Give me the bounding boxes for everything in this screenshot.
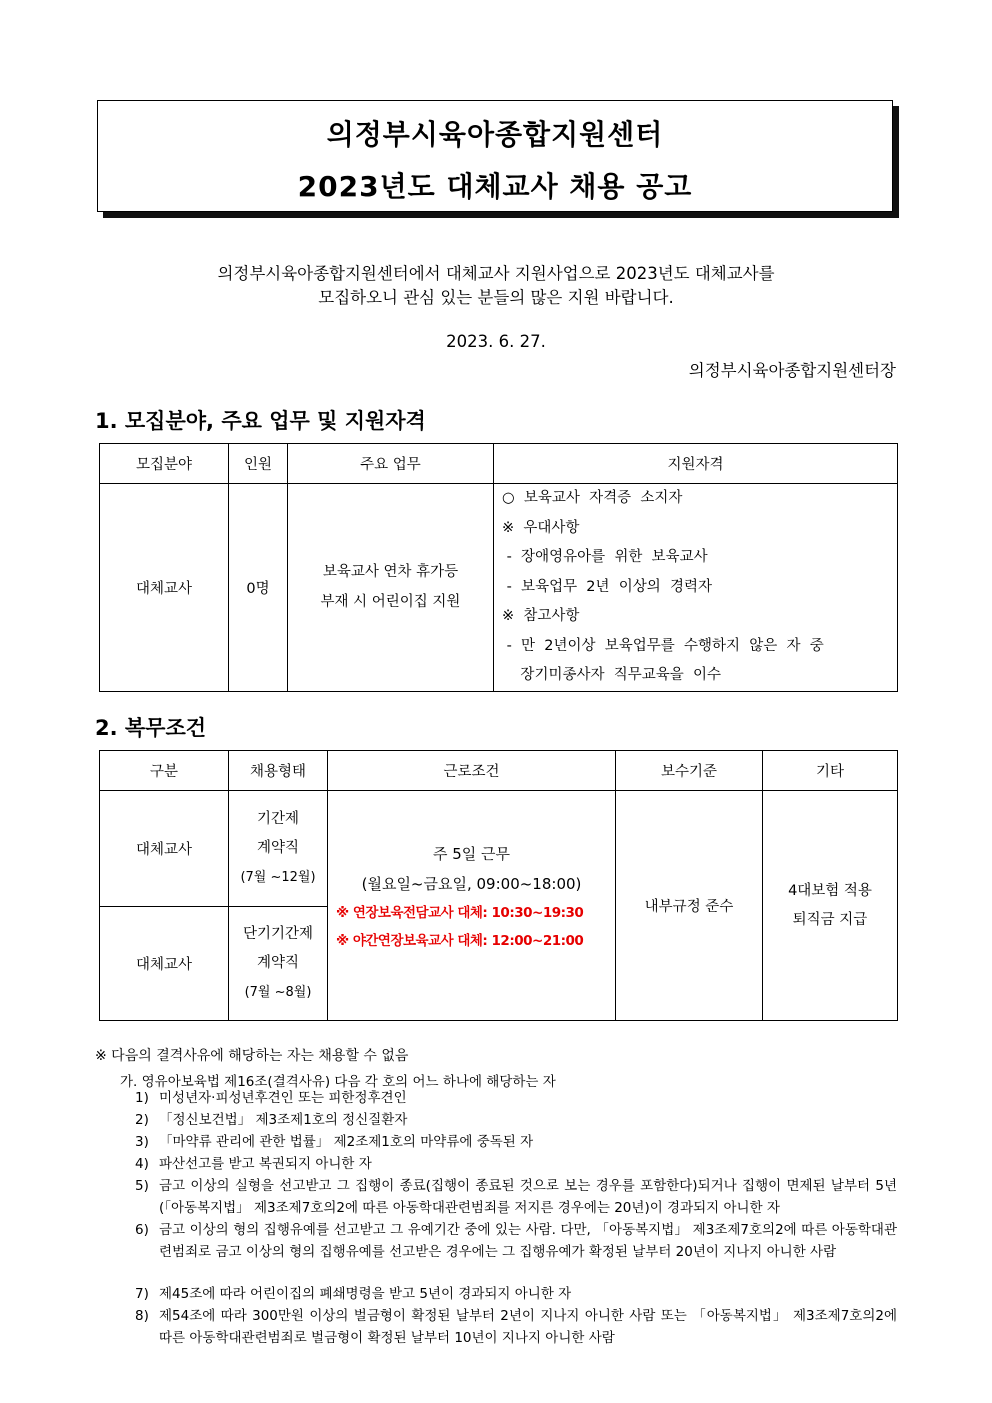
title-box bbox=[97, 100, 893, 212]
list-item bbox=[135, 1176, 897, 1220]
item-text: 파산선고를 받고 복권되지 아니한 자 bbox=[159, 1156, 372, 1172]
title-line-1: 의정부시육아종합지원센터 bbox=[326, 118, 664, 151]
work-days: 주 5일 근무 bbox=[432, 844, 511, 863]
work-note-night: ※ 야간연장보육교사 대체: 12:00~21:00 bbox=[336, 932, 584, 949]
etc-line: 퇴직금 지급 bbox=[792, 911, 868, 928]
type-cell bbox=[229, 907, 328, 1021]
type-line: 단기기간제 bbox=[242, 926, 314, 942]
duty-cell bbox=[288, 484, 494, 692]
list-item bbox=[135, 1306, 897, 1350]
qual-line: - 보육업무 2년 이상의 경력자 bbox=[502, 578, 713, 595]
disqualification-sub: 가. 영유아보육법 제16조(결격사유) 다음 각 호의 어느 하나에 해당하는 자 bbox=[120, 1074, 556, 1090]
header-etc: 기타 bbox=[763, 751, 898, 791]
duty-line-1: 보육교사 연차 휴가등 bbox=[322, 564, 459, 581]
type-period: (7월 ~12월) bbox=[240, 870, 316, 885]
qual-line: ※ 우대사항 bbox=[502, 519, 580, 536]
issuer: 의정부시육아종합지원센터장 bbox=[688, 361, 896, 380]
qual-line: 장기미종사자 직무교육을 이수 bbox=[502, 667, 721, 683]
header-field: 모집분야 bbox=[100, 444, 229, 484]
disqualification-heading: ※ 다음의 결격사유에 해당하는 자는 채용할 수 없음 bbox=[95, 1048, 409, 1064]
type-line: 계약직 bbox=[256, 955, 300, 971]
duty-line-2: 부재 시 어린이집 지원 bbox=[320, 594, 461, 611]
list-item bbox=[135, 1284, 897, 1306]
list-item bbox=[135, 1132, 897, 1154]
etc-line: 4대보험 적용 bbox=[788, 882, 872, 899]
work-hours: (월요일~금요일, 09:00~18:00) bbox=[361, 874, 582, 893]
intro-line-1: 의정부시육아종합지원센터에서 대체교사 지원사업으로 2023년도 대체교사를 bbox=[217, 264, 775, 283]
category-cell: 대체교사 bbox=[100, 907, 229, 1021]
header-type: 채용형태 bbox=[229, 751, 328, 791]
item-number: 2) bbox=[135, 1112, 149, 1128]
item-text: 금고 이상의 형의 집행유예를 선고받고 그 유예기간 중에 있는 사람. 다만, 「아동복지법」 제3조제7호의2에 따른 아동학대관련범죄로 금고 이상의 형의 집행유예를 선고받은 경우에는 그 집행유예가 확정된 날부터 20년이 지나지 아니한 사람 bbox=[159, 1222, 897, 1260]
recruitment-table bbox=[99, 443, 898, 692]
item-text: 「마약류 관리에 관한 법률」 제2조제1호의 마약류에 중독된 자 bbox=[159, 1134, 534, 1150]
list-item bbox=[135, 1220, 897, 1286]
conditions-table bbox=[99, 750, 898, 1021]
item-text: 제45조에 따라 어린이집의 폐쇄명령을 받고 5년이 경과되지 아니한 자 bbox=[159, 1286, 572, 1302]
item-number: 1) bbox=[135, 1090, 149, 1106]
item-number: 7) bbox=[135, 1286, 149, 1302]
count-cell: 0명 bbox=[229, 484, 288, 692]
pay-cell: 내부규정 준수 bbox=[616, 791, 763, 1021]
title-line-2: 2023년도 대체교사 채용 공고 bbox=[297, 170, 693, 203]
qual-line: ※ 참고사항 bbox=[502, 608, 580, 624]
type-cell bbox=[229, 791, 328, 907]
intro-line-2: 모집하오니 관심 있는 분들의 많은 지원 바랍니다. bbox=[318, 288, 674, 307]
header-category: 구분 bbox=[100, 751, 229, 791]
qualification-cell bbox=[494, 484, 898, 692]
qual-line: ○ 보육교사 자격증 소지자 bbox=[502, 490, 683, 506]
header-pay: 보수기준 bbox=[616, 751, 763, 791]
item-number: 4) bbox=[135, 1156, 149, 1172]
item-number: 8) bbox=[135, 1308, 149, 1324]
field-cell: 대체교사 bbox=[100, 484, 229, 692]
item-text: 「정신보건법」 제3조제1호의 정신질환자 bbox=[159, 1112, 408, 1128]
type-line: 계약직 bbox=[256, 840, 300, 856]
item-text: 제54조에 따라 300만원 이상의 벌금형이 확정된 날부터 2년이 지나지 아니한 사람 또는 「아동복지법」 제3조제7호의2에 따른 아동학대관련범죄로 벌금형이 확정된 날부터 10년이 지나지 아니한 사람 bbox=[159, 1308, 897, 1346]
list-item bbox=[135, 1110, 897, 1132]
header-count: 인원 bbox=[229, 444, 288, 484]
type-period: (7월 ~8월) bbox=[244, 985, 312, 1000]
list-item bbox=[135, 1154, 897, 1176]
section1-title: 1. 모집분야, 주요 업무 및 지원자격 bbox=[95, 409, 426, 433]
category-cell: 대체교사 bbox=[100, 791, 229, 907]
header-qualification: 지원자격 bbox=[494, 444, 898, 484]
work-condition-cell bbox=[328, 791, 616, 1021]
qual-line: - 장애영유아를 위한 보육교사 bbox=[502, 549, 708, 565]
item-text: 금고 이상의 실형을 선고받고 그 집행이 종료(집행이 종료된 것으로 보는 경우를 포함한다)되거나 집행이 면제된 날부터 5년(「아동복지법」 제3조제7호의2에 따른 아동학대관련범죄를 저지른 경우에는 20년)이 경과되지 아니한 자 bbox=[159, 1178, 897, 1216]
item-number: 3) bbox=[135, 1134, 149, 1150]
qual-line: - 만 2년이상 보육업무를 수행하지 않은 자 중 bbox=[502, 637, 824, 654]
header-duty: 주요 업무 bbox=[288, 444, 494, 484]
work-note-extended: ※ 연장보육전담교사 대체: 10:30~19:30 bbox=[336, 904, 584, 921]
item-text: 미성년자·피성년후견인 또는 피한정후견인 bbox=[159, 1090, 407, 1106]
etc-cell bbox=[763, 791, 898, 1021]
item-number: 5) bbox=[135, 1178, 149, 1194]
section2-title: 2. 복무조건 bbox=[95, 716, 207, 740]
announcement-date: 2023. 6. 27. bbox=[446, 332, 546, 351]
list-item bbox=[135, 1088, 897, 1110]
header-work: 근로조건 bbox=[328, 751, 616, 791]
type-line: 기간제 bbox=[256, 811, 300, 827]
item-number: 6) bbox=[135, 1222, 149, 1238]
